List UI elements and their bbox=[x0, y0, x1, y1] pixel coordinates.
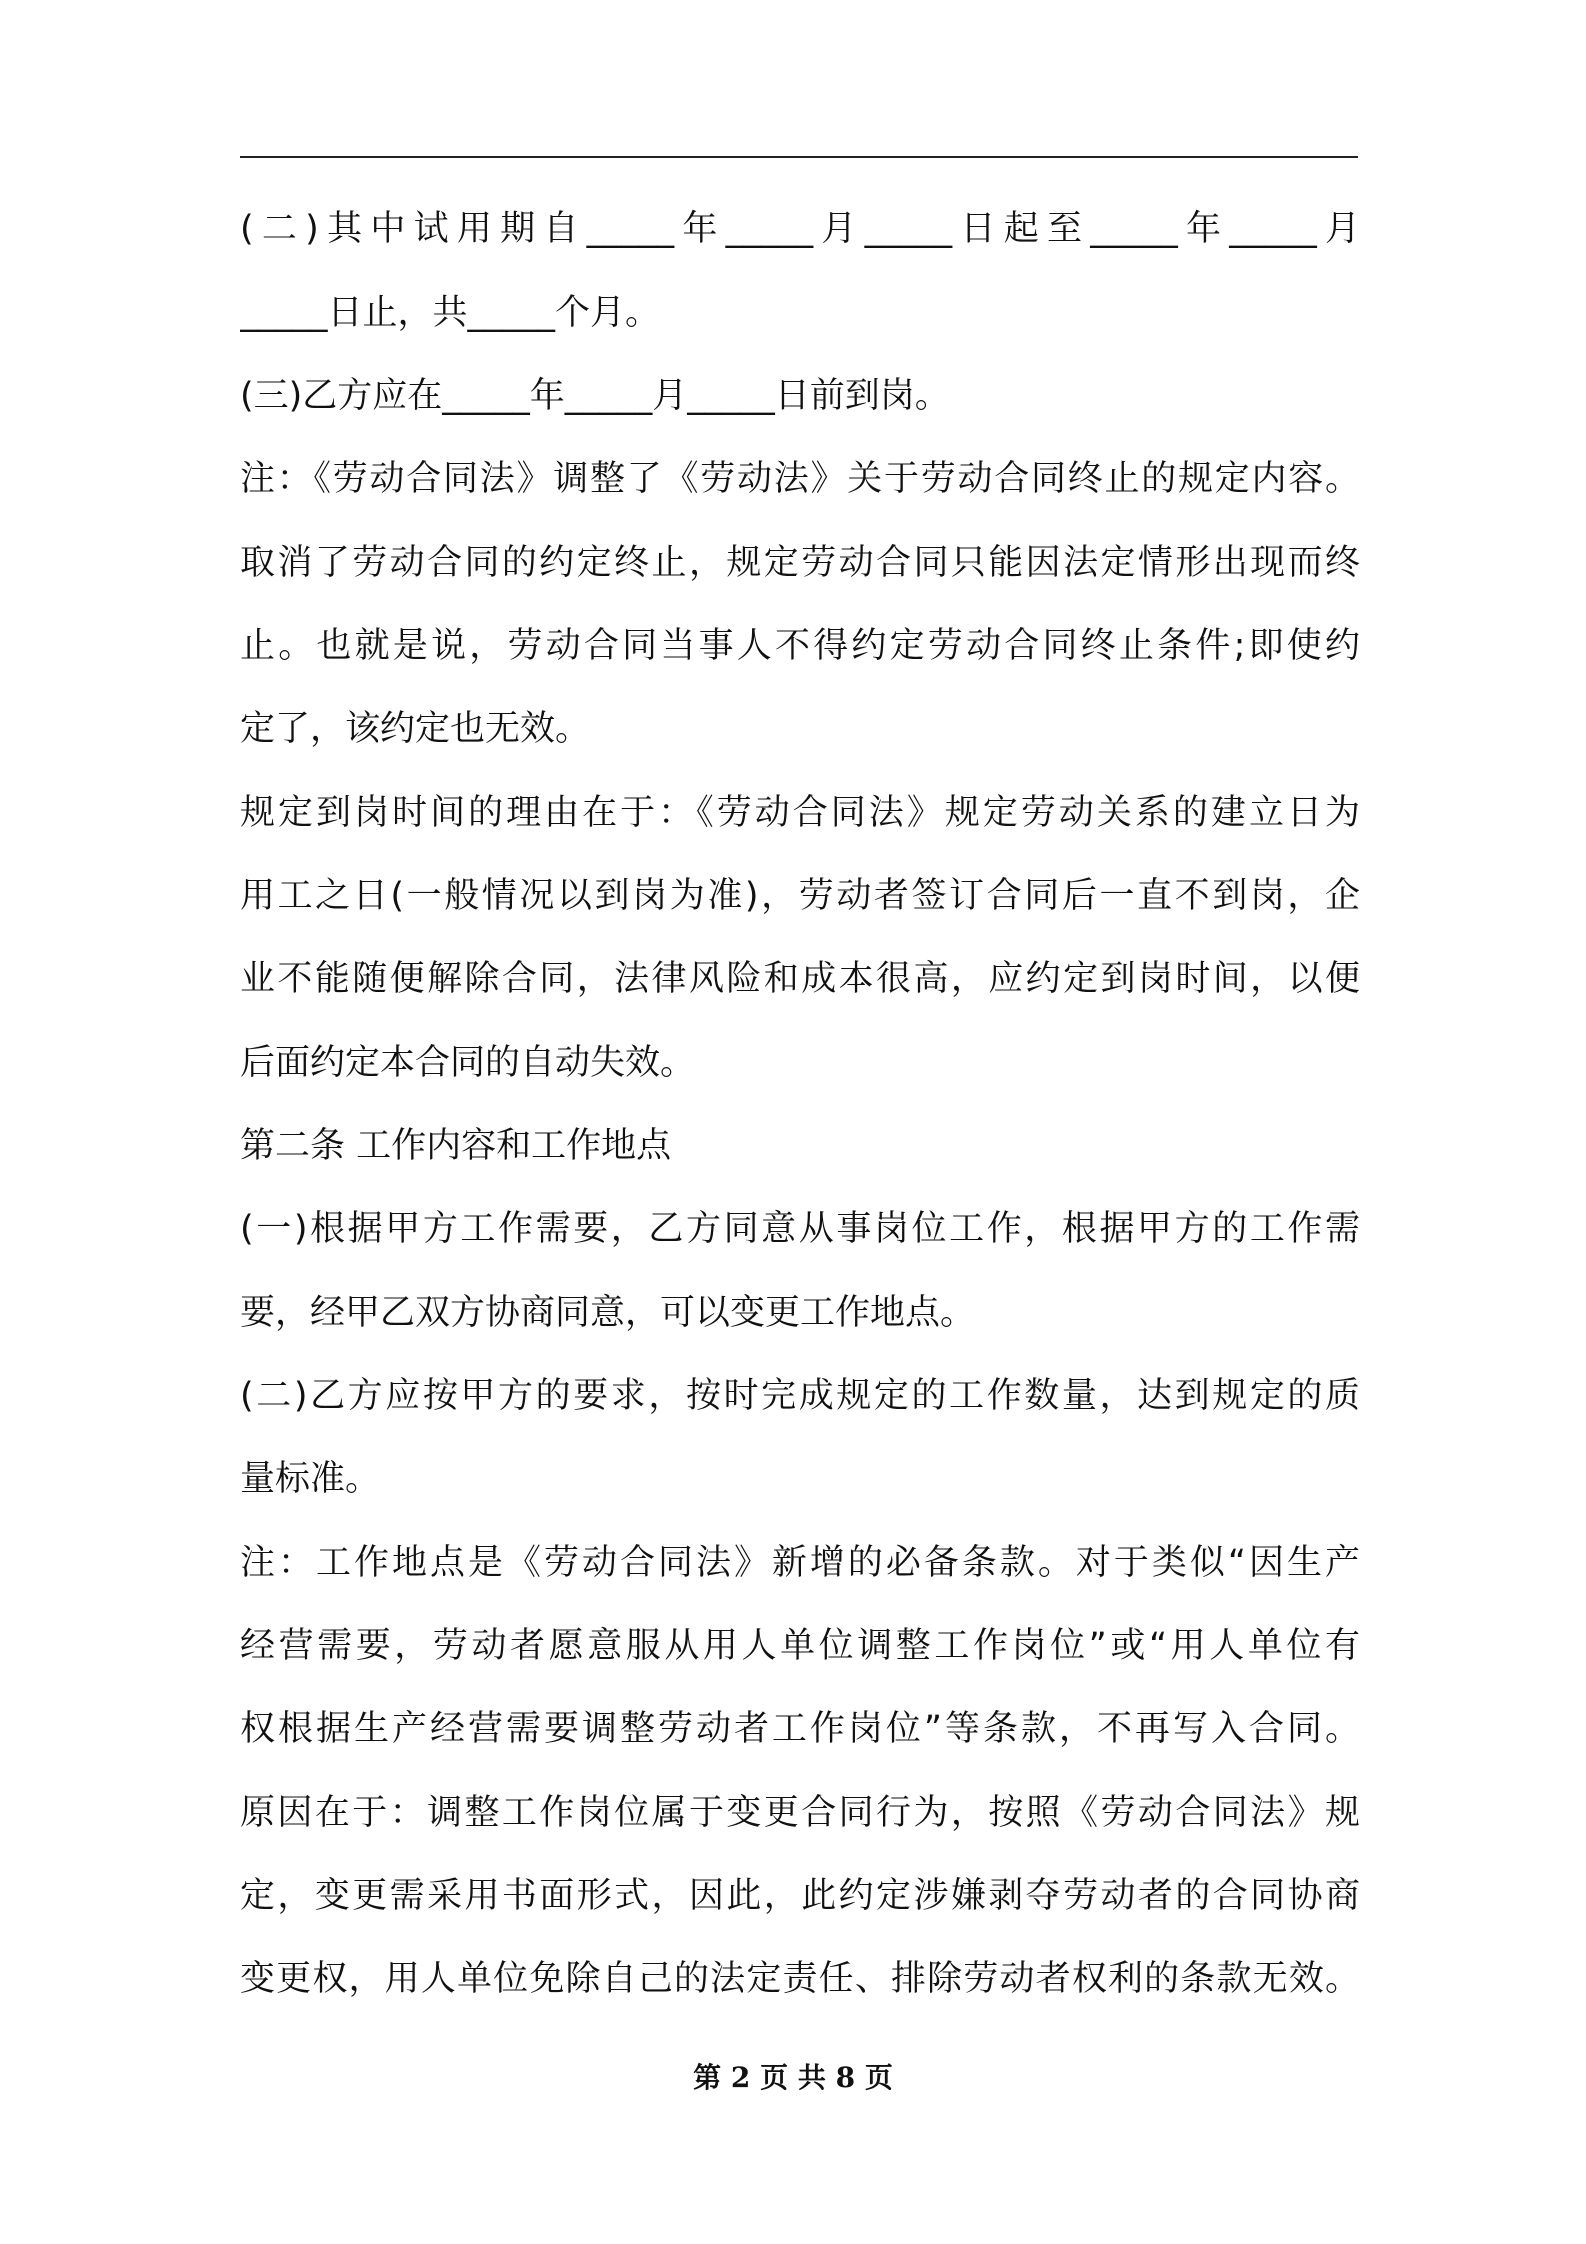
page-number: 第 2 页 共 8 页 bbox=[693, 2061, 893, 2094]
header-rule bbox=[240, 156, 1358, 158]
text-line: 变更权，用人单位免除自己的法定责任、排除劳动者权利的条款无效。 bbox=[240, 1959, 1360, 1999]
text-line: 定了，该约定也无效。 bbox=[240, 709, 591, 749]
text-line: 后面约定本合同的自动失效。 bbox=[240, 1043, 696, 1083]
text-line: 规定到岗时间的理由在于：《劳动合同法》规定劳动关系的建立日为 bbox=[240, 793, 1360, 833]
text-line: 注：《劳动合同法》调整了《劳动法》关于劳动合同终止的规定内容。 bbox=[240, 459, 1360, 499]
text-line: 量标准。 bbox=[240, 1459, 381, 1499]
text-line: (一)根据甲方工作需要，乙方同意从事岗位工作，根据甲方的工作需 bbox=[240, 1209, 1360, 1249]
text-line: 权根据生产经营需要调整劳动者工作岗位”等条款，不再写入合同。 bbox=[240, 1709, 1360, 1749]
text-line: 取消了劳动合同的约定终止，规定劳动合同只能因法定情形出现而终 bbox=[240, 543, 1360, 583]
text-line: 要，经甲乙双方协商同意，可以变更工作地点。 bbox=[240, 1293, 976, 1333]
text-line: 止。也就是说，劳动合同当事人不得约定劳动合同终止条件;即使约 bbox=[240, 626, 1360, 666]
text-line: 经营需要，劳动者愿意服从用人单位调整工作岗位”或“用人单位有 bbox=[240, 1626, 1360, 1666]
section-heading: 第二条 工作内容和工作地点 bbox=[240, 1126, 672, 1166]
text-line: (二)其中试用期自_____年_____月_____日起至_____年_____月 bbox=[240, 209, 1360, 249]
text-line: (二)乙方应按甲方的要求，按时完成规定的工作数量，达到规定的质 bbox=[240, 1376, 1360, 1416]
text-line: 定，变更需采用书面形式，因此，此约定涉嫌剥夺劳动者的合同协商 bbox=[240, 1876, 1360, 1916]
text-line: 用工之日(一般情况以到岗为准)，劳动者签订合同后一直不到岗，企 bbox=[240, 876, 1360, 916]
text-line: (三)乙方应在_____年_____月_____日前到岗。 bbox=[240, 376, 950, 416]
text-line: 注：工作地点是《劳动合同法》新增的必备条款。对于类似“因生产 bbox=[240, 1543, 1360, 1583]
text-line: _____日止，共_____个月。 bbox=[240, 293, 661, 333]
text-line: 业不能随便解除合同，法律风险和成本很高，应约定到岗时间，以便 bbox=[240, 959, 1360, 999]
text-line: 原因在于：调整工作岗位属于变更合同行为，按照《劳动合同法》规 bbox=[240, 1793, 1360, 1833]
